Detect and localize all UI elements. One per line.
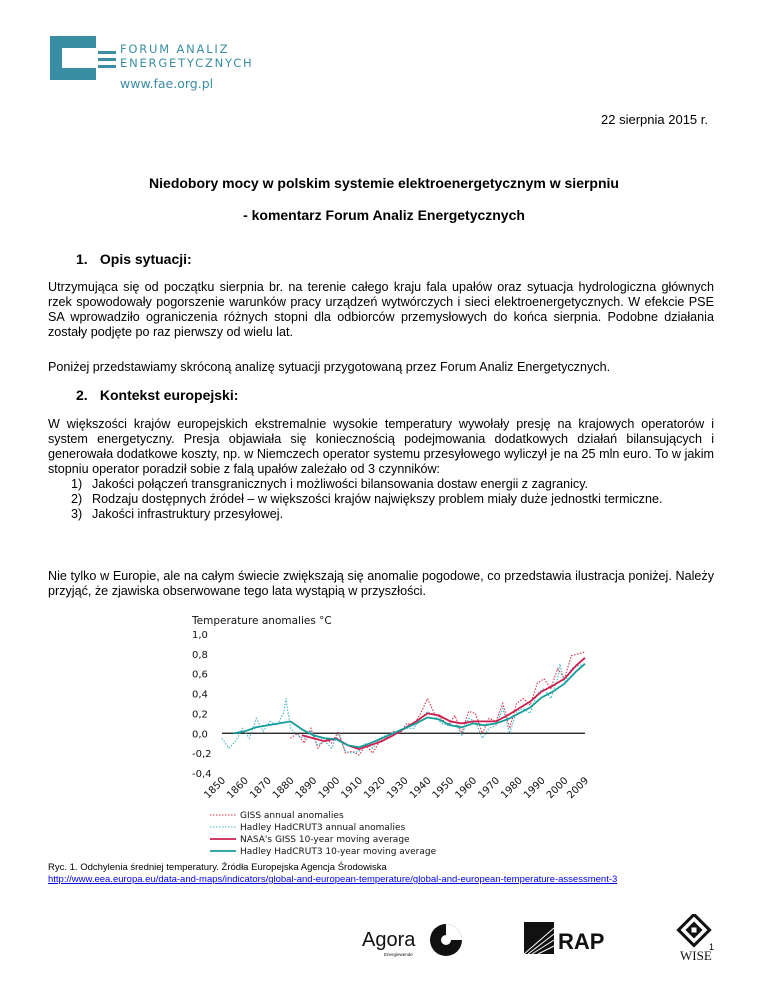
factors-list bbox=[48, 477, 714, 522]
section-1-title: Opis sytuacji: bbox=[99, 251, 192, 267]
org-name-line1: FORUM ANALIZ bbox=[120, 42, 230, 56]
section-2-heading bbox=[76, 387, 238, 403]
section-2-intro: W większości krajów europejskich ekstremalnie wysokie temperatury wywołały presję na krajowych operatorów i system energetyczny. Presja objawiała się koniecznością podejmowania dodatkowych działań bilansujących i generowała dodatkowe koszty, np. w Niemczech operator systemu przesyłowego wyliczył je na 25 mln euro. To w jakim stopniu operator poradził sobie z falą upałów zależało od 3 czynników: bbox=[48, 417, 714, 476]
wise-logo-text: WISE bbox=[680, 948, 712, 963]
section-2-paragraph-2: Nie tylko w Europie, ale na całym świecie zwiększają się anomalie pogodowe, co przedstawia ilustracja poniżej. Należy przyjąć, że zjawiska obserwowane tego lata wystąpią w przyszłości. bbox=[48, 569, 714, 598]
section-1-paragraph-1: Utrzymująca się od początku sierpnia br. na terenie całego kraju fala upałów oraz sytuacja hydrologiczna głównych rzek spowodowały pogorszenie warunków pracy urządzeń wytwórczych i sieci elektroenergetycznych. W efekcie PSE SA wprowadziło ograniczenia różnych stopni dla odbiorców przemysłowych do końca sierpnia. Podobne działania zostały podjęte po raz pierwszy od wielu lat. bbox=[48, 280, 714, 339]
rap-logo-text: RAP bbox=[558, 929, 605, 954]
list-item-number: 1) bbox=[71, 477, 83, 491]
x-tick-label: 1870 bbox=[248, 775, 274, 802]
list-item bbox=[48, 477, 714, 492]
x-tick-label: 2009 bbox=[565, 775, 592, 802]
y-tick-label: 0,0 bbox=[192, 729, 208, 741]
list-item-text: Rodzaju dostępnych źródeł – w większości krajów największy problem miały duże jednostki termiczne. bbox=[92, 492, 663, 506]
x-tick-label: 1890 bbox=[293, 775, 320, 802]
y-tick-label: 0,2 bbox=[192, 709, 208, 721]
x-tick-label: 1880 bbox=[270, 775, 297, 802]
section-1-number: 1. bbox=[76, 251, 88, 267]
x-tick-label: 1900 bbox=[316, 775, 343, 802]
series-line-4 bbox=[233, 664, 585, 747]
fae-logo-mark bbox=[50, 36, 116, 80]
legend-label: NASA's GISS 10-year moving average bbox=[240, 835, 410, 845]
list-item bbox=[48, 507, 714, 522]
y-tick-label: 0,8 bbox=[192, 649, 208, 661]
list-item-text: Jakości infrastruktury przesyłowej. bbox=[92, 507, 284, 521]
x-tick-label: 1990 bbox=[521, 775, 548, 802]
section-2-paragraph-1 bbox=[48, 417, 714, 522]
chart-title: Temperature anomalies °C bbox=[192, 615, 332, 627]
list-item-number: 2) bbox=[71, 492, 83, 506]
x-tick-label: 1970 bbox=[476, 775, 503, 802]
legend-label: Hadley HadCRUT3 annual anomalies bbox=[240, 823, 406, 833]
agora-logo-subtext: Energiewende bbox=[384, 952, 413, 957]
document-title: Niedobory mocy w polskim systemie elektroenergetycznym w sierpniu bbox=[149, 175, 619, 191]
org-name bbox=[120, 42, 254, 70]
x-tick-label: 1940 bbox=[407, 775, 434, 802]
y-tick-label: -0,2 bbox=[192, 749, 212, 761]
x-tick-label: 1850 bbox=[202, 775, 229, 802]
agora-logo bbox=[362, 918, 472, 967]
source-link[interactable]: http://www.eea.europa.eu/data-and-maps/indicators/global-and-european-temperature/global-and-european-temperature-assessment-3 bbox=[48, 874, 618, 885]
x-tick-label: 1930 bbox=[384, 775, 411, 802]
y-tick-label: -0,4 bbox=[192, 769, 212, 780]
legend-label: GISS annual anomalies bbox=[240, 811, 344, 821]
section-1-heading bbox=[76, 251, 192, 267]
y-tick-label: 0,4 bbox=[192, 689, 208, 701]
agora-logo-text: Agora bbox=[362, 929, 416, 951]
wise-logo bbox=[676, 914, 724, 969]
x-tick-label: 1920 bbox=[362, 775, 388, 802]
rap-logo bbox=[524, 920, 616, 963]
document-date: 22 sierpnia 2015 r. bbox=[601, 112, 708, 127]
x-tick-label: 2000 bbox=[544, 775, 571, 802]
x-tick-label: 1960 bbox=[453, 775, 480, 802]
list-item-number: 3) bbox=[71, 507, 83, 521]
x-tick-label: 1860 bbox=[225, 775, 251, 802]
section-1-paragraph-2: Poniżej przedstawiamy skróconą analizę sytuacji przygotowaną przez Forum Analiz Energetycznych. bbox=[48, 360, 611, 374]
y-tick-label: 1,0 bbox=[192, 630, 208, 641]
document-subtitle: - komentarz Forum Analiz Energetycznych bbox=[243, 207, 525, 223]
x-tick-label: 1980 bbox=[499, 775, 525, 802]
page-number: 1 bbox=[709, 942, 715, 952]
series-line-3 bbox=[302, 658, 585, 749]
org-name-line2: ENERGETYCZNYCH bbox=[120, 56, 254, 70]
series-line-2 bbox=[222, 664, 585, 753]
org-website[interactable]: www.fae.org.pl bbox=[120, 76, 214, 91]
figure-caption: Ryc. 1. Odchylenia średniej temperatury. Źródła Europejska Agencja Środowiska bbox=[48, 862, 387, 873]
section-2-number: 2. bbox=[76, 387, 88, 403]
y-tick-label: 0,6 bbox=[192, 669, 208, 681]
legend-label: Hadley HadCRUT3 10-year moving average bbox=[240, 847, 437, 857]
temperature-anomalies-chart bbox=[190, 612, 610, 862]
list-item bbox=[48, 492, 714, 507]
x-tick-label: 1950 bbox=[430, 775, 457, 802]
x-tick-label: 1910 bbox=[339, 775, 366, 802]
section-2-title: Kontekst europejski: bbox=[99, 387, 239, 403]
list-item-text: Jakości połączeń transgranicznych i możliwości bilansowania dostaw energii z zagranicy. bbox=[92, 477, 589, 491]
